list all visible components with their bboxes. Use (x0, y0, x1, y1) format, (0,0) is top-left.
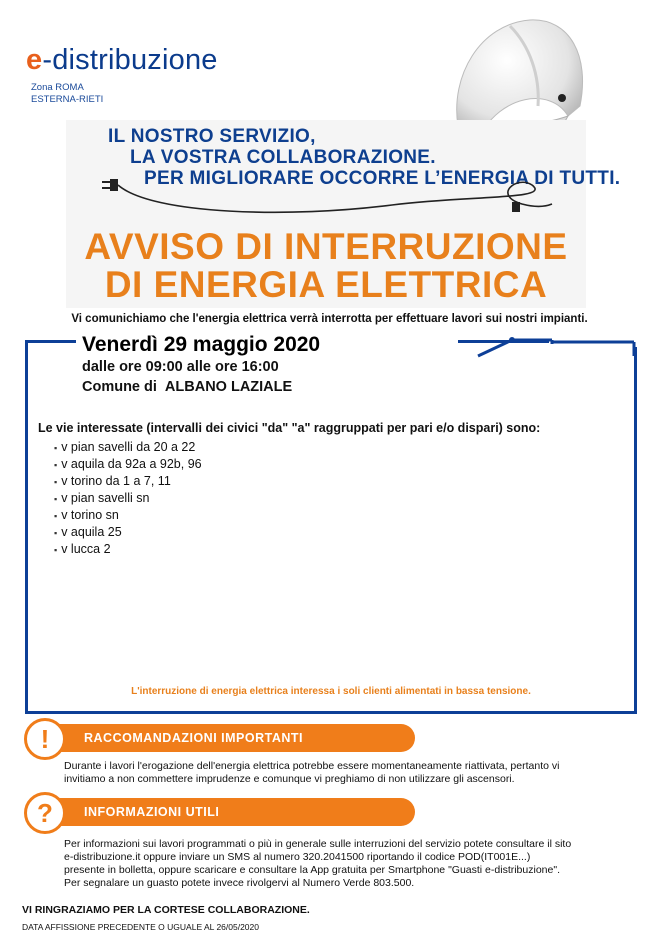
outage-date: Venerdì 29 maggio 2020 (82, 333, 321, 356)
brand-logo (26, 44, 218, 77)
page-title-line-1: AVVISO DI INTERRUZIONE (84, 226, 568, 267)
thanks-text: VI RINGRAZIAMO PER LA CORTESE COLLABORAZIONE. (22, 904, 310, 916)
list-item: ▪ v pian savelli da 20 a 22 (54, 439, 202, 456)
streets-heading: Le vie interessate (intervalli dei civici "da" "a" raggruppati per pari e/o dispari) sono: (38, 421, 541, 435)
slogan-line-2: LA VOSTRA COLLABORAZIONE. (130, 147, 436, 168)
comune-value: ALBANO LAZIALE (164, 379, 293, 395)
page-title (66, 228, 586, 304)
outage-hours: dalle ore 09:00 alle ore 16:00 (82, 359, 279, 375)
zone-line-2: ESTERNA-RIETI (31, 94, 104, 105)
raccomandazioni-line-2: invitiamo a non commettere imprudenze e comunque vi preghiamo di non utilizzare gli ascensori. (64, 773, 515, 785)
list-item: ▪ v aquila 25 (54, 524, 202, 541)
zone-line-1: Zona ROMA (31, 82, 84, 93)
list-item: ▪ v lucca 2 (54, 541, 202, 558)
raccomandazioni-line-1: Durante i lavori l'erogazione dell'energia elettrica potrebbe essere momentaneamente riattivata, pertanto vi (64, 760, 560, 772)
zone-label (31, 82, 103, 106)
warning-icon: ! (24, 718, 66, 760)
switch-lever-icon (470, 330, 640, 370)
logo-text: -distribuzione (42, 44, 218, 76)
comune-label: Comune di (82, 379, 157, 395)
intro-text: Vi comunichiamo che l'energia elettrica verrà interrotta per effettuare lavori sui nostri impianti. (71, 313, 588, 325)
slogan-line-1: IL NOSTRO SERVIZIO, (108, 126, 316, 147)
raccomandazioni-title: RACCOMANDAZIONI IMPORTANTI (84, 731, 303, 745)
streets-list (54, 439, 202, 558)
affix-date: DATA AFFISSIONE PRECEDENTE O UGUALE AL 26/05/2020 (22, 922, 259, 932)
informazioni-line-1: Per informazioni sui lavori programmati o più in generale sulle interruzioni del servizio potete consultare il sito (64, 838, 572, 850)
slogan-line-3: PER MIGLIORARE OCCORRE L’ENERGIA DI TUTTI. (144, 168, 621, 189)
question-icon: ? (24, 792, 66, 834)
plug-cable-icon (92, 160, 562, 220)
raccomandazioni-body (64, 760, 559, 786)
outage-comune (82, 379, 292, 395)
logo-e: e (26, 44, 43, 76)
list-item: ▪ v pian savelli sn (54, 490, 202, 507)
informazioni-body (64, 838, 571, 890)
page-title-line-2: DI ENERGIA ELETTRICA (104, 264, 548, 305)
list-item: ▪ v torino da 1 a 7, 11 (54, 473, 202, 490)
informazioni-line-4: Per segnalare un guasto potete invece rivolgervi al Numero Verde 803.500. (64, 877, 415, 889)
low-voltage-note: L'interruzione di energia elettrica interessa i soli clienti alimentati in bassa tensione. (131, 686, 531, 697)
informazioni-line-3: presente in bolletta, oppure scaricare e consultare la App gratuita per Smartphone "Guasti e-distribuzione". (64, 864, 560, 876)
list-item: ▪ v aquila da 92a a 92b, 96 (54, 456, 202, 473)
informazioni-line-2: e-distribuzione.it oppure inviare un SMS al numero 320.2041500 riportando il codice POD(IT001E...) (64, 851, 531, 863)
informazioni-title: INFORMAZIONI UTILI (84, 805, 220, 819)
list-item: ▪ v torino sn (54, 507, 202, 524)
